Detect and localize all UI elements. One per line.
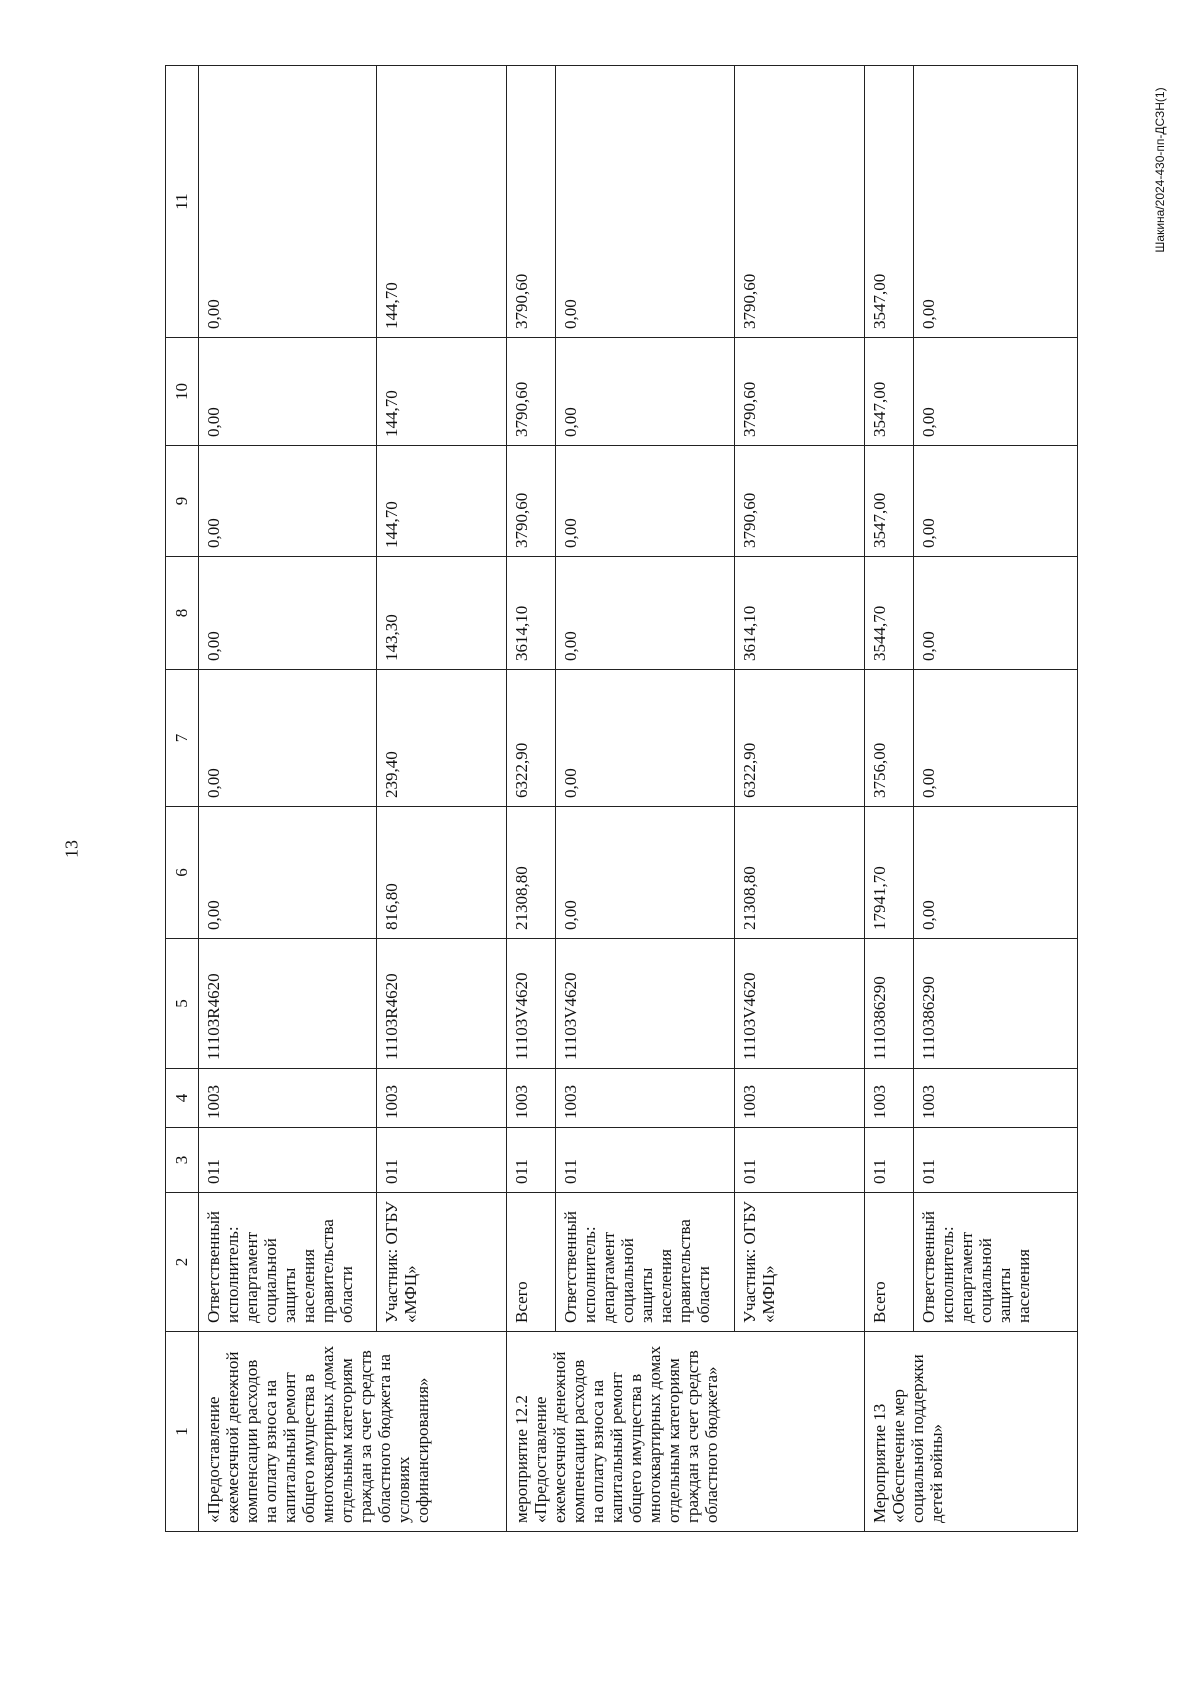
amount-cell: 143,30	[377, 557, 507, 670]
section-code-cell: 1003	[377, 1069, 507, 1128]
amount-cell: 0,00	[199, 338, 377, 446]
amount-cell: 0,00	[914, 66, 1078, 338]
amount-cell: 0,00	[914, 670, 1078, 807]
executor-cell: Участник: ОГБУ «МФЦ»	[735, 1193, 865, 1332]
document-code: Шакина/2024-430-пп-ДСЗН(1)	[1153, 87, 1167, 253]
target-article-cell: 11103V4620	[556, 939, 735, 1069]
amount-cell: 0,00	[556, 66, 735, 338]
column-header: 5	[166, 939, 199, 1069]
amount-cell: 21308,80	[507, 807, 556, 939]
amount-cell: 0,00	[199, 807, 377, 939]
amount-cell: 3544,70	[865, 557, 914, 670]
column-header: 11	[166, 66, 199, 338]
amount-cell: 3790,60	[735, 446, 865, 557]
amount-cell: 3790,60	[735, 338, 865, 446]
amount-cell: 0,00	[556, 807, 735, 939]
amount-cell: 0,00	[556, 670, 735, 807]
budget-table	[165, 65, 1078, 1532]
amount-cell: 3790,60	[507, 338, 556, 446]
amount-cell: 3547,00	[865, 66, 914, 338]
amount-cell: 3614,10	[507, 557, 556, 670]
column-header: 6	[166, 807, 199, 939]
table-row	[507, 66, 556, 1532]
measure-name-cell: мероприятие 12.2 «Предоставление ежемесячной денежной компенсации расходов на оплату взноса на капитальный ремонт общего имущества в многоквартирных домах отдельным категориям граждан за счет средств областного бюджета»	[507, 1332, 865, 1532]
amount-cell: 0,00	[556, 338, 735, 446]
amount-cell: 816,80	[377, 807, 507, 939]
section-code-cell: 1003	[556, 1069, 735, 1128]
section-code-cell: 1003	[507, 1069, 556, 1128]
amount-cell: 0,00	[199, 670, 377, 807]
section-code-cell: 1003	[199, 1069, 377, 1128]
amount-cell: 21308,80	[735, 807, 865, 939]
measure-name-cell: Мероприятие 13 «Обеспечение мер социальной поддержки детей войны»	[865, 1332, 1078, 1532]
table-row	[735, 66, 865, 1532]
grbs-code-cell: 011	[377, 1128, 507, 1193]
amount-cell: 6322,90	[507, 670, 556, 807]
amount-cell: 0,00	[914, 446, 1078, 557]
amount-cell: 0,00	[914, 557, 1078, 670]
amount-cell: 0,00	[199, 66, 377, 338]
table-row	[865, 66, 914, 1532]
amount-cell: 144,70	[377, 66, 507, 338]
grbs-code-cell: 011	[735, 1128, 865, 1193]
amount-cell: 6322,90	[735, 670, 865, 807]
amount-cell: 0,00	[556, 446, 735, 557]
rotated-table-container	[165, 66, 1078, 1532]
section-code-cell: 1003	[735, 1069, 865, 1128]
executor-cell: Ответственный исполнитель: департамент социальной защиты населения	[914, 1193, 1078, 1332]
grbs-code-cell: 011	[199, 1128, 377, 1193]
column-header: 2	[166, 1193, 199, 1332]
executor-cell: Всего	[865, 1193, 914, 1332]
target-article-cell: 11103R4620	[199, 939, 377, 1069]
executor-cell: Ответственный исполнитель: департамент социальной защиты населения правительства области	[199, 1193, 377, 1332]
column-header: 1	[166, 1332, 199, 1532]
section-code-cell: 1003	[865, 1069, 914, 1128]
amount-cell: 17941,70	[865, 807, 914, 939]
column-header: 4	[166, 1069, 199, 1128]
section-code-cell: 1003	[914, 1069, 1078, 1128]
amount-cell: 3547,00	[865, 446, 914, 557]
measure-name-cell: «Предоставление ежемесячной денежной компенсации расходов на оплату взноса на капитальный ремонт общего имущества в многоквартирных домах отдельным категориям граждан за счет средств областного бюджета на условиях софинансирования»	[199, 1332, 507, 1532]
table-row	[199, 66, 377, 1532]
amount-cell: 239,40	[377, 670, 507, 807]
target-article-cell: 11103V4620	[507, 939, 556, 1069]
target-article-cell: 1110386290	[865, 939, 914, 1069]
amount-cell: 3790,60	[735, 66, 865, 338]
amount-cell: 3790,60	[507, 446, 556, 557]
column-header: 8	[166, 557, 199, 670]
table-row	[377, 66, 507, 1532]
amount-cell: 144,70	[377, 446, 507, 557]
target-article-cell: 11103R4620	[377, 939, 507, 1069]
grbs-code-cell: 011	[507, 1128, 556, 1193]
table-row	[556, 66, 735, 1532]
executor-cell: Всего	[507, 1193, 556, 1332]
amount-cell: 3547,00	[865, 338, 914, 446]
grbs-code-cell: 011	[865, 1128, 914, 1193]
executor-cell: Участник: ОГБУ «МФЦ»	[377, 1193, 507, 1332]
column-header: 9	[166, 446, 199, 557]
column-header: 10	[166, 338, 199, 446]
column-header: 3	[166, 1128, 199, 1193]
amount-cell: 3756,00	[865, 670, 914, 807]
target-article-cell: 1110386290	[914, 939, 1078, 1069]
amount-cell: 0,00	[914, 338, 1078, 446]
grbs-code-cell: 011	[914, 1128, 1078, 1193]
table-row	[914, 66, 1078, 1532]
executor-cell: Ответственный исполнитель: департамент социальной защиты населения правительства области	[556, 1193, 735, 1332]
amount-cell: 3790,60	[507, 66, 556, 338]
target-article-cell: 11103V4620	[735, 939, 865, 1069]
page-number: 13	[61, 840, 82, 858]
grbs-code-cell: 011	[556, 1128, 735, 1193]
header-row	[166, 66, 199, 1532]
column-header: 7	[166, 670, 199, 807]
amount-cell: 0,00	[199, 446, 377, 557]
amount-cell: 0,00	[914, 807, 1078, 939]
amount-cell: 144,70	[377, 338, 507, 446]
amount-cell: 3614,10	[735, 557, 865, 670]
amount-cell: 0,00	[556, 557, 735, 670]
amount-cell: 0,00	[199, 557, 377, 670]
